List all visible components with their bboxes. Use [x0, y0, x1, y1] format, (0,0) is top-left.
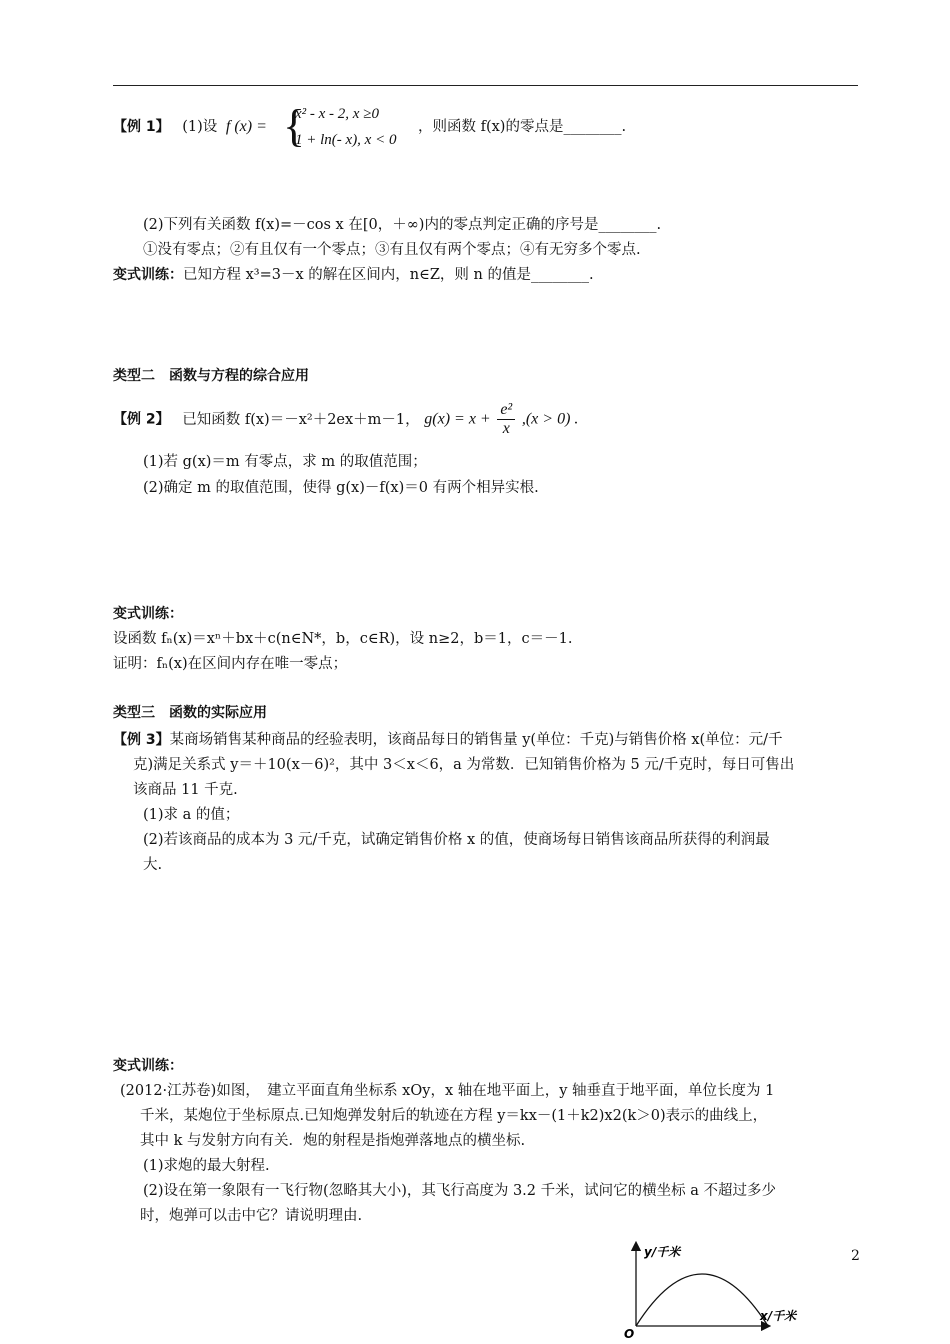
- fx-label: f (x) =: [225, 118, 267, 135]
- example-1-drill: [113, 265, 594, 285]
- drill-label-1: 变式训练：: [113, 267, 183, 283]
- drill-3-line-1: (2012·江苏卷)如图， 建立平面直角坐标系 xOy，x 轴在地平面上，y 轴垂直于地平面，单位长度为 1: [120, 1083, 775, 1099]
- piecewise-brace: {: [283, 100, 306, 151]
- example-3-tag: 【例 3】: [113, 732, 170, 748]
- trajectory-figure: [610, 1238, 820, 1340]
- header-rule: [113, 85, 858, 86]
- drill-3-line-2: 千米，某炮位于坐标原点.已知炮弹发射后的轨迹在方程 y＝kx－(1＋k2)x2(k＞0)表示的曲线上，: [140, 1108, 768, 1124]
- g-lhs: g(x) = x +: [424, 410, 491, 428]
- example-1-line: [113, 117, 267, 137]
- type-2-heading: 类型二 函数与方程的综合应用: [113, 368, 309, 384]
- page-number: 2: [851, 1248, 860, 1264]
- example-2-line: [113, 401, 578, 438]
- e-squared-over-x: [497, 401, 515, 438]
- drill-2-line-1: 设函数 fₙ(x)＝xⁿ＋bx＋c(n∈N*，b，c∈R)，设 n≥2，b＝1，c＝－1.: [113, 631, 573, 647]
- example-3-q2-line-2: 大.: [143, 857, 163, 873]
- g-rhs: ,(x > 0) .: [521, 410, 579, 428]
- example-2-intro: 已知函数 f(x)＝－x²＋2ex＋m－1，: [182, 411, 420, 428]
- example-1-part1-suffix: ，则函数 f(x)的零点是________.: [418, 119, 627, 135]
- drill-2-line-2: 证明：fₙ(x)在区间内存在唯一零点；: [113, 656, 348, 672]
- drill-text-1: 已知方程 x³=3－x 的解在区间内，n∈Z，则 n 的值是________.: [183, 267, 594, 283]
- fraction-numerator: e²: [497, 401, 515, 420]
- drill-label-2: 变式训练：: [113, 606, 183, 622]
- example-1-part1-prefix: (1)设: [182, 119, 218, 135]
- x-axis-label: x/千米: [760, 1309, 797, 1323]
- drill-3-q1: (1)求炮的最大射程.: [143, 1158, 270, 1174]
- example-1-options: ①没有零点；②有且仅有一个零点；③有且仅有两个零点；④有无穷多个零点.: [143, 242, 641, 258]
- example-2-tag: 【例 2】: [113, 411, 170, 428]
- trajectory-curve: [636, 1274, 768, 1326]
- drill-3-q2-line-1: (2)设在第一象限有一飞行物(忽略其大小)，其飞行高度为 3.2 千米，试问它的横坐标 a 不超过多少: [143, 1183, 776, 1199]
- y-axis-label: y/千米: [644, 1245, 681, 1259]
- type-3-heading: 类型三 函数的实际应用: [113, 705, 267, 721]
- piecewise-case-2: 1 + ln(- x), x < 0: [295, 132, 397, 148]
- piecewise-case-1: x² - x - 2, x ≥0: [295, 106, 379, 122]
- example-1-tag: 【例 1】: [113, 119, 170, 135]
- example-3-text-1: 某商场销售某种商品的经验表明，该商品每日的销售量 y(单位：千克)与销售价格 x(单位：元/千: [169, 732, 783, 748]
- example-1-part2: (2)下列有关函数 f(x)=－cos x 在[0，＋∞)内的零点判定正确的序号是________.: [143, 217, 662, 233]
- example-3-line-3: 该商品 11 千克.: [133, 782, 238, 798]
- example-3-q2-line-1: (2)若该商品的成本为 3 元/千克，试确定销售价格 x 的值，使商场每日销售该商品所获得的利润最: [143, 832, 770, 848]
- fraction-denominator: x: [502, 420, 510, 437]
- example-3-line-2: 克)满足关系式 y＝＋10(x－6)²，其中 3＜x＜6，a 为常数．已知销售价格为 5 元/千克时，每日可售出: [133, 757, 795, 773]
- example-2-q2: (2)确定 m 的取值范围，使得 g(x)－f(x)＝0 有两个相异实根.: [143, 480, 539, 496]
- drill-3-line-3: 其中 k 与发射方向有关．炮的射程是指炮弹落地点的横坐标.: [140, 1133, 526, 1149]
- example-3-line-1: [113, 730, 783, 750]
- drill-label-3: 变式训练：: [113, 1058, 183, 1074]
- drill-3-q2-line-2: 时，炮弹可以击中它？请说明理由.: [140, 1208, 363, 1224]
- example-3-q1: (1)求 a 的值；: [143, 807, 240, 823]
- example-2-q1: (1)若 g(x)＝m 有零点，求 m 的取值范围；: [143, 454, 427, 470]
- origin-label: O: [624, 1327, 635, 1340]
